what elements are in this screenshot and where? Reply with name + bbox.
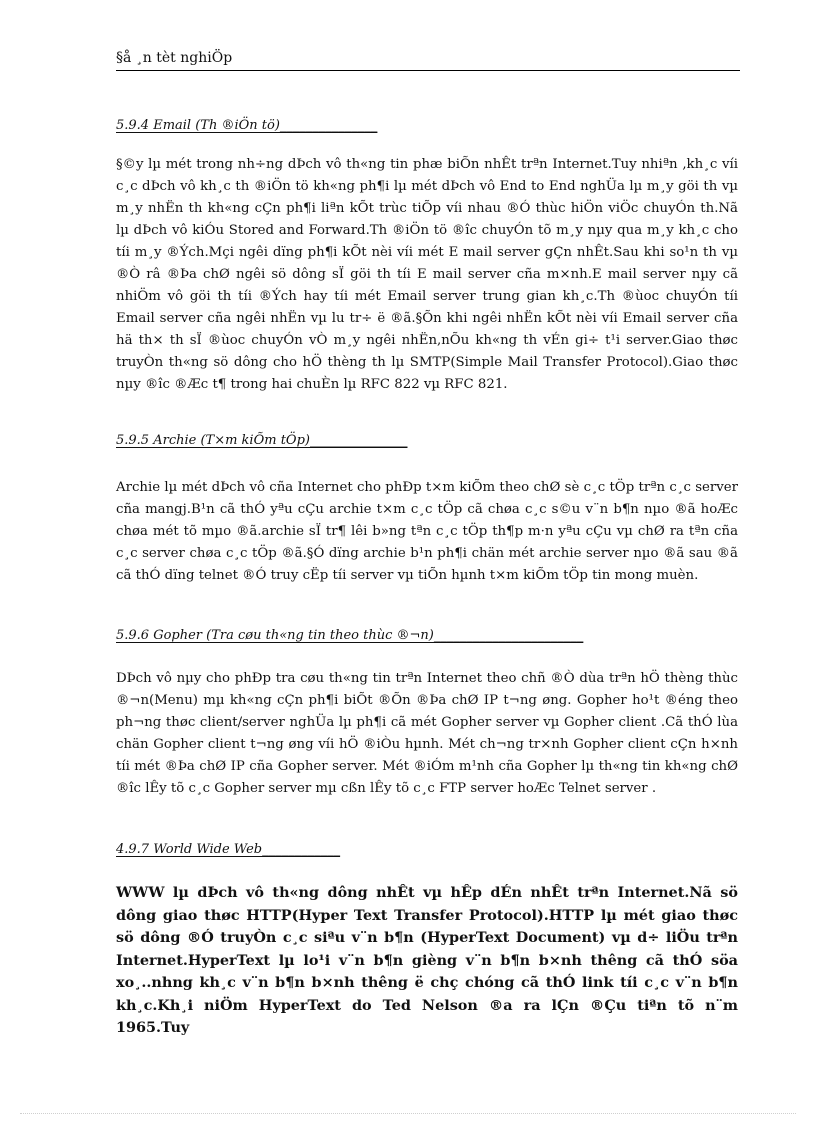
page-header-title: §å ¸n tèt nghiÖp [116, 50, 233, 66]
section-heading-email: 5.9.4 Email (Th ®iÖn tö)_______________ [116, 118, 378, 133]
section-body-email: §©y lµ mét trong nh÷ng dÞch vô th«ng tin phæ biÕn nhÊt trªn Internet.Tuy nhiªn ,kh¸c víi c¸c dÞch vô kh¸c th ®iÖn tö kh«ng ph¶i lµ mét dÞch vô End to End nghÜa lµ m¸y göi th vµ m¸y nhËn th kh«ng cÇn ph¶i liªn kÕt trùc tiÕp víi nhau ®Ó thùc hiÖn viÖc chuyÓn th.Nã lµ dÞch vô kiÓu Stored and Forward.Th ®iÖn tö ®îc chuyÓn tõ m¸y nµy qua m¸y kh¸c cho tíi m¸y ®Ých.Mçi ngêi dïng ph¶i kÕt nèi víi mét E mail server gÇn nhÊt.Sau khi so¹n th vµ ®Ò râ ®Þa chØ ngêi sö dông sÏ göi th tíi E mail server cña m×nh.E mail server nµy cã nhiÖm vô göi th tíi ®Ých hay tíi mét Email server trung gian kh¸c.Th ®ùoc chuyÓn tíi Email server cña ngêi nhËn vµ lu tr÷ ë ®ã.§Õn khi ngêi nhËn kÕt nèi víi Email server cña hä th× th sÏ ®ùoc chuyÓn vÒ m¸y ngêi nhËn,nÕu kh«ng th vÉn gi÷ t¹i server.Giao thøc truyÒn th«ng sö dông cho hÖ thèng th lµ SMTP(Simple Mail Transfer Protocol).Giao thøc nµy ®îc ®Æc t¶ trong hai chuÈn lµ RFC 822 vµ RFC 821. [116, 157, 738, 392]
page-bottom-border [20, 1113, 796, 1114]
section-heading-archie: 5.9.5 Archie (T×m kiÕm tÖp)_______________ [116, 433, 408, 448]
section-heading-www: 4.9.7 World Wide Web____________ [116, 842, 341, 857]
section-body-archie: Archie lµ mét dÞch vô cña Internet cho phÐp t×m kiÕm theo chØ sè c¸c tÖp trªn c¸c server cña mangj.B¹n cã thÓ yªu cÇu archie t×m c¸c tÖp cã chøa c¸c s©u v¨n b¶n nµo ®ã hoÆc chøa mét tõ mµo ®ã.archie sÏ tr¶ lêi b»ng tªn c¸c tÖp th¶p m·n yªu cÇu vµ chØ ra tªn cña c¸c server chøa c¸c tÖp ®ã.§Ó dïng archie b¹n ph¶i chän mét archie server nµo ®ã sau ®ã cã thÓ dïng telnet ®Ó truy cËp tíi server vµ tiÕn hµnh t×m kiÕm tÖp tin mong muèn. [116, 480, 738, 583]
section-body-www: WWW lµ dÞch vô th«ng dông nhÊt vµ hÊp dÉn nhÊt trªn Internet.Nã sö dông giao thøc HTTP(Hyper Text Transfer Protocol).HTTP lµ mét giao thøc sö dông ®Ó truyÒn c¸c siªu v¨n b¶n (HyperText Document) vµ d÷ liÖu trªn Internet.HyperText lµ lo¹i v¨n b¶n gièng v¨n b¶n b×nh thêng cã thÓ söa xo¸..nhng kh¸c v¨n b¶n b×nh thêng ë chç chóng cã thÓ link tíi c¸c v¨n b¶n kh¸c.Kh¸i niÖm HyperText do Ted Nelson ®a ra lÇn ®Çu tiªn tõ n¨m 1965.Tuy [116, 884, 738, 1036]
section-body-gopher: DÞch vô nµy cho phÐp tra cøu th«ng tin trªn Internet theo chñ ®Ò dùa trªn hÖ thèng thùc ®¬n(Menu) mµ kh«ng cÇn ph¶i biÕt ®Õn ®Þa chØ IP t¬ng øng. Gopher ho¹t ®éng theo ph¬ng thøc client/server nghÜa lµ ph¶i cã mét Gopher server vµ Gopher client .Cã thÓ lùa chän Gopher client t¬ng øng víi hÖ ®iÒu hµnh. Mét ch¬ng tr×nh Gopher client cÇn h×nh tíi mét ®Þa chØ IP cña Gopher server. Mét ®iÓm m¹nh cña Gopher lµ th«ng tin kh«ng chØ ®îc lÊy tõ c¸c Gopher server mµ cßn lÊy tõ c¸c FTP server hoÆc Telnet server . [116, 671, 738, 796]
section-heading-gopher: 5.9.6 Gopher (Tra cøu th«ng tin theo thùc ®¬n)_______________________ [116, 628, 584, 643]
header-divider [116, 70, 740, 71]
